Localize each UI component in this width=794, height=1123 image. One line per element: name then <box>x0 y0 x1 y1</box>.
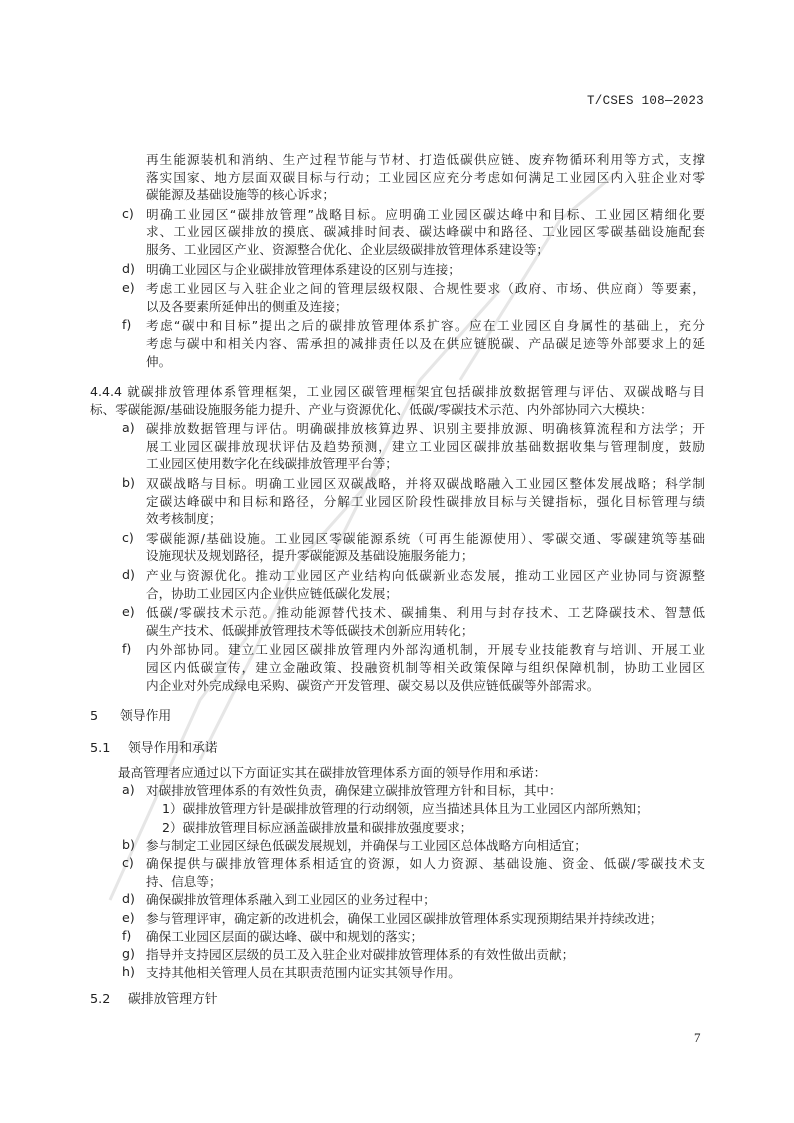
list-block-4-4-4 <box>90 383 705 696</box>
text-line: 合，协助工业园区内企业供应链低碳化发展； <box>146 585 398 601</box>
list-marker: e) <box>122 909 135 925</box>
section-title: 领导作用和承诺 <box>128 741 218 756</box>
text-line: 参与制定工业园区绿色低碳发展规划，并确保与工业园区总体战略方向相适宜； <box>146 837 587 853</box>
section-heading-5-1 <box>90 737 218 756</box>
list-item <box>90 530 705 565</box>
list-marker: c) <box>122 529 134 545</box>
list-item <box>90 206 705 259</box>
section-title: 领导作用 <box>120 709 172 724</box>
text-line: 碳能源及基础设施等的核心诉求； <box>146 187 335 203</box>
text-line: 考虑“碳中和目标”提出之后的碳排放管理体系扩容。应在工业园区自身属性的基础上，充分 <box>146 318 705 334</box>
list-item <box>90 910 705 928</box>
text-line: 碳排放数据管理与评估。明确碳排放核算边界、识别主要排放源、明确核算流程和方法学；开 <box>146 421 705 437</box>
text-line: 内外部协同。建立工业园区碳排放管理内外部沟通机制，开展专业技能教育与培训、开展工业 <box>146 642 705 658</box>
text-line: 再生能源装机和消纳、生产过程节能与节材、打造低碳供应链、废弃物循环利用等方式，支撑 <box>146 152 705 167</box>
text-line: 确保提供与碳排放管理体系相适宜的资源，如人力资源、基础设施、资金、低碳/零碳技术支 <box>146 855 705 871</box>
list-marker: d) <box>122 260 135 276</box>
text-line: 确保工业园区层面的碳达峰、碳中和规划的落实； <box>146 928 424 944</box>
section-heading-5-2 <box>90 988 218 1007</box>
list-marker: b) <box>122 474 135 490</box>
paragraph: 最高管理者应通过以下方面证实其在碳排放管理体系方面的领导作用和承诺： <box>118 765 547 780</box>
list-marker: f) <box>122 927 132 943</box>
section-title: 碳排放管理方针 <box>128 992 218 1007</box>
text-line: 对碳排放管理体系的有效性负责，确保建立碳排放管理方针和目标，其中： <box>146 783 562 799</box>
text-line: 考虑工业园区与入驻企业之间的管理层级权限、合规性要求（政府、市场、供应商）等要素， <box>146 281 705 297</box>
text-line: 双碳战略与目标。明确工业园区双碳战略，并将双碳战略融入工业园区整体发展战略；科学制 <box>146 475 705 491</box>
list-item <box>90 855 705 891</box>
text-line: 效考核制度； <box>146 511 222 527</box>
list-marker: f) <box>122 641 132 657</box>
text-line: 指导并支持园区层级的员工及入驻企业对碳排放管理体系的有效性做出贡献； <box>146 946 575 962</box>
clause-4-4-4 <box>90 383 705 418</box>
list-item <box>90 837 705 855</box>
list-marker: d) <box>122 566 135 582</box>
text-line: 明确工业园区“碳排放管理”战略目标。应明确工业园区碳达峰中和目标、工业园区精细化要 <box>146 206 705 222</box>
text-line: 零碳能源/基础设施。工业园区零碳能源系统（可再生能源使用）、零碳交通、零碳建筑等基础 <box>146 530 705 546</box>
section-number: 5.2 <box>90 992 111 1007</box>
text-line: 服务、工业园区产业、资源整合优化、企业层级碳排放管理体系建设等； <box>146 241 549 257</box>
list-item <box>90 261 705 279</box>
text-line: 4.4.4 就碳排放管理体系管理框架，工业园区碳管理框架宜包括碳排放数据管理与评估、双碳战略与目 <box>90 384 705 399</box>
list-marker: d) <box>122 891 135 907</box>
list-item <box>90 475 705 528</box>
section-number: 5 <box>90 709 99 724</box>
text-line: 低碳/零碳技术示范。推动能源替代技术、碳捕集、利用与封存技术、工艺降碳技术、智慧低 <box>146 605 705 621</box>
text-line: 展工业园区碳排放现状评估及趋势预测，建立工业园区碳排放基础数据收集与管理制度，鼓励 <box>146 438 705 454</box>
text-line: 园区内低碳宣传，建立金融政策、投融资机制等相关政策保障与组织保障机制，协助工业园区 <box>146 659 705 675</box>
text-line: 求、工业园区碳排放的摸底、碳减排时间表、碳达峰碳中和路径、工业园区零碳基础设施配套 <box>146 224 705 240</box>
text-line: 1）碳排放管理方针是碳排放管理的行动纲领，应当描述具体且为工业园区内部所熟知； <box>162 801 649 817</box>
text-line: 碳生产技术、低碳排放管理技术等低碳技术创新应用转化； <box>146 622 474 638</box>
text-line: 持、信息等； <box>146 874 222 890</box>
text-line: 确保碳排放管理体系融入到工业园区的业务过程中； <box>146 892 436 908</box>
text-line: 设施现状及规划路径，提升零碳能源及基础设施服务能力； <box>146 548 474 564</box>
text-line: 内企业对外完成绿电采购、碳资产开发管理、碳交易以及供应链低碳等外部需求。 <box>146 677 600 693</box>
list-item <box>90 891 705 909</box>
list-item <box>90 151 705 204</box>
text-line: 定碳达峰碳中和目标和路径，分解工业园区阶段性碳排放目标与关键指标，强化目标管理与绩 <box>146 493 705 509</box>
list-marker: e) <box>122 280 135 296</box>
list-item <box>90 420 705 473</box>
page-number: 7 <box>694 1030 701 1045</box>
list-item <box>90 964 705 982</box>
text-line: 伸。 <box>146 353 172 369</box>
list-item <box>90 604 705 639</box>
text-line: 以及各要素所延伸出的侧重及连接； <box>146 298 348 314</box>
list-marker: f) <box>122 317 132 333</box>
list-marker: h) <box>122 964 135 980</box>
list-block-1 <box>90 151 705 372</box>
list-block-5-1 <box>90 764 705 982</box>
list-marker: c) <box>122 205 134 221</box>
list-marker: a) <box>122 782 135 798</box>
list-item <box>90 641 705 694</box>
text-line: 产业与资源优化。推动工业园区产业结构向低碳新业态发展，推动工业园区产业协同与资源整 <box>146 567 705 583</box>
list-item <box>90 819 705 837</box>
text-line: 考虑与碳中和相关内容、需承担的减排责任以及在供应链脱碳、产品碳足迹等外部要求上的延 <box>146 335 705 351</box>
section-number: 5.1 <box>90 741 111 756</box>
text-line: 明确工业园区与企业碳排放管理体系建设的区别与连接； <box>146 261 461 277</box>
list-item <box>90 317 705 370</box>
list-marker: a) <box>122 420 135 436</box>
text-line: 支持其他相关管理人员在其职责范围内证实其领导作用。 <box>146 965 461 981</box>
list-marker: b) <box>122 836 135 852</box>
document-id: T/CSES 108—2023 <box>586 94 704 108</box>
list-item <box>90 800 705 818</box>
text-line: 标、零碳能源/基础设施服务能力提升、产业与资源优化、低碳/零碳技术示范、内外部协同六大模块： <box>90 401 653 417</box>
text-line: 落实国家、地方层面双碳目标与行动；工业园区应充分考虑如何满足工业园区内入驻企业对零 <box>146 169 705 185</box>
text-line: 2）碳排放管理目标应涵盖碳排放量和碳排放强度要求； <box>162 819 473 835</box>
list-item <box>90 280 705 315</box>
list-item <box>90 782 705 800</box>
list-marker: e) <box>122 604 135 620</box>
list-marker: g) <box>122 945 135 961</box>
list-item <box>90 946 705 964</box>
section-heading-5 <box>90 705 171 724</box>
list-marker: c) <box>122 854 134 870</box>
list-item <box>90 928 705 946</box>
text-line: 工业园区使用数字化在线碳排放管理平台等； <box>146 456 398 472</box>
text-line: 参与管理评审，确定新的改进机会，确保工业园区碳排放管理体系实现预期结果并持续改进； <box>146 910 663 926</box>
list-item <box>90 567 705 602</box>
